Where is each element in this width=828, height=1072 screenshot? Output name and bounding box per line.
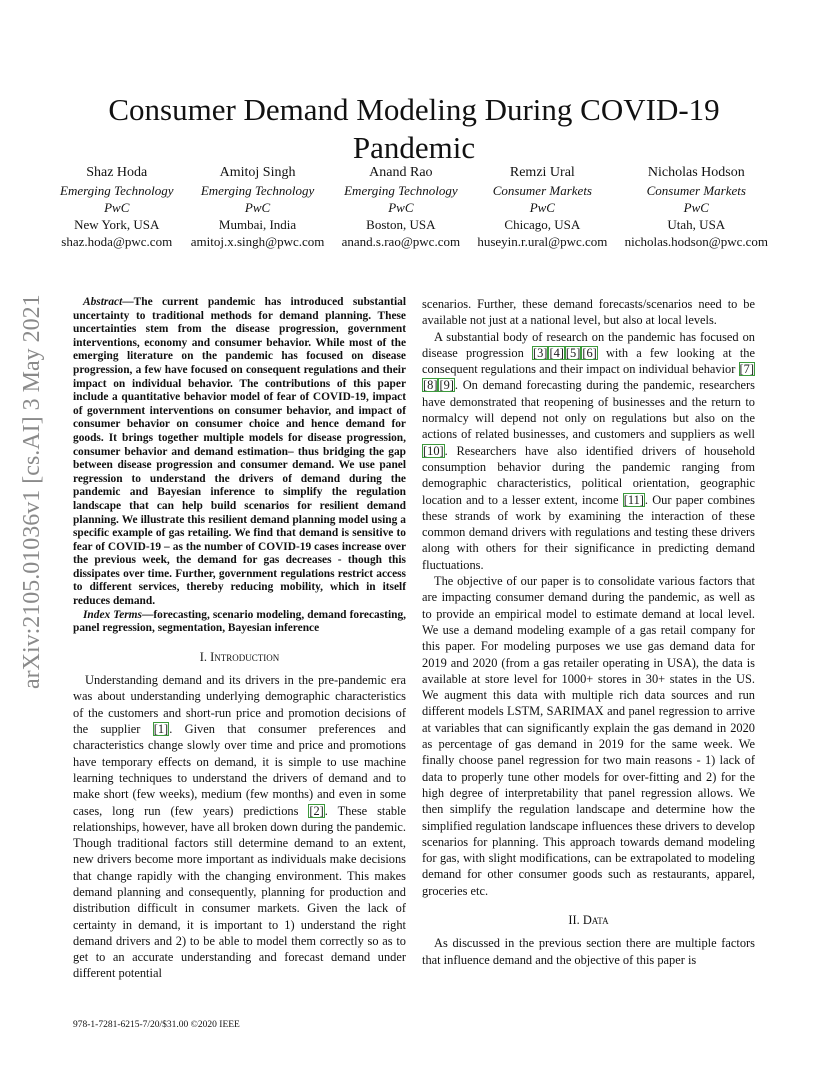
paragraph-text: . On demand forecasting during the pandemic, researchers have demonstrated that reopening of businesses and the return to normalcy will depend not only on regulations but also on the actions of related businesses, and customers and suppliers as well	[422, 378, 755, 442]
intro-paragraph	[73, 672, 406, 982]
author	[342, 163, 460, 250]
paragraph-text: with a few looking at the consequent regulations and their impact on individual behavior	[422, 345, 755, 377]
author-location: Boston, USA	[366, 217, 436, 232]
author-name: Remzi Ural	[509, 165, 575, 180]
author-name: Shaz Hoda	[86, 165, 148, 180]
paragraph: scenarios. Further, these demand forecasts/scenarios need to be available not just at a national level, but also at local levels.	[422, 297, 755, 328]
paragraph: As discussed in the previous section there are multiple factors that influence demand and the objective of this paper is	[422, 936, 755, 967]
paragraph	[422, 329, 755, 573]
paragraph-text: . Researchers have also identified drivers of household consumption behavior during the pandemic ranging from demographic characteristics, political orientation, geographic location and to a lesser extent, income	[422, 443, 755, 507]
author-location: Utah, USA	[667, 217, 726, 232]
citation-link[interactable]: [7]	[739, 362, 754, 377]
section-heading	[73, 649, 406, 665]
paragraph: The objective of our paper is to consolidate various factors that are impacting consumer demand during the pandemic, as well as to provide an empirical model to estimate demand at local level. We use a demand modeling example of a gas retail company for this paper. For modeling purposes we use gas demand data for 2019 and 2020 (from a gas retailer operating in USA), the data is available at store level for 1000+ stores in 30+ states in the US. We augment this data with multiple rich data sources and run different models LSTM, SARIMAX and panel regression to arrive at variables that can significantly explain the gas demand in 2020 as percentage of gas demand in 2019 for the same week. We finally choose panel regression for two main reasons - 1) lack of data to properly tune other models for over-fitting and 2) for the high degree of interpretability that panel regression allows. We then simplify the regulation landscape and determine how the simplified regulation landscape influences these drivers to develop scenarios for planning. This approach towards demand modeling for gas, with slight modifications, can be extrapolated to modeling demand for other consumer goods such as restaurants, apparel, groceries etc.	[422, 574, 755, 898]
author-name: Nicholas Hodson	[647, 165, 745, 180]
citation-link[interactable]: [11]	[623, 492, 644, 507]
index-terms	[73, 609, 406, 636]
citation-link[interactable]: [8]	[423, 378, 438, 393]
citation-link[interactable]: [6]	[582, 345, 597, 360]
paper-title: Consumer Demand Modeling During COVID-19 Pandemic	[108, 91, 720, 165]
section-number: II.	[568, 912, 580, 927]
author-dept: Consumer Markets	[492, 183, 592, 198]
author-org: PwC	[683, 200, 709, 215]
abstract-text: —The current pandemic has introduced substantial uncertainty to traditional methods for demand planning. These uncertainties stem from the disease progression, government interventions, economy and consumer behavior. While most of the emerging literature on the pandemic has focused on disease progression, a few have focused on consequent regulations and their impact on individual behavior. The contributions of this paper include a quantitative behavior model of fear of COVID-19, impact of government interventions on consumer behavior, and impact of consumer behavior on consumer choice and hence demand for goods. It brings together multiple models for disease progression, consumer behavior and demand estimation– thus bridging the gap between disease progression and consumer demand. We use panel regression to understand the drivers of demand during the pandemic and Bayesian inference to simplify the regulation landscape that can help build scenarios for resilient demand planning. We illustrate this resilient demand planning model using a specific example of gas retailing. We find that demand is sensitive to fear of COVID-19 – as the number of COVID-19 cases increase over the previous week, the demand for gas decreases - though this dissipates over time. Further, government regulations restrict access to different services, thereby reducing mobility, which in itself reduces demand.	[73, 296, 406, 608]
author-org: PwC	[529, 200, 555, 215]
author-org: PwC	[388, 200, 414, 215]
paragraph-text: . Given that consumer preferences and characteristics change slowly over time and price and promotions have temporary effects on demand, it is simple to use machine learning techniques to understand the drivers of demand and to make short (few weeks), medium (few months) and even in some cases, long run (few years) predictions	[73, 722, 406, 818]
index-terms-text: —forecasting, scenario modeling, demand forecasting, panel regression, segmentation, Bayesian inference	[73, 608, 406, 635]
citation-link[interactable]: [4]	[549, 345, 564, 360]
author	[60, 163, 174, 250]
author-email[interactable]: anand.s.rao@pwc.com	[341, 234, 461, 249]
citation-link[interactable]: [1]	[153, 722, 169, 737]
author	[625, 163, 768, 250]
arxiv-stamp: arXiv:2105.01036v1 [cs.AI] 3 May 2021	[19, 294, 45, 690]
paragraph-text: Understanding demand and its drivers in the pre-pandemic era was about understanding underlying demographic characteristics of the customers and short-run price and promotion decisions of the supplier	[73, 673, 406, 737]
right-column	[422, 296, 755, 968]
abstract	[73, 296, 406, 609]
section-number: I.	[199, 649, 207, 664]
author-location: Mumbai, India	[218, 217, 297, 232]
author-name: Amitoj Singh	[219, 165, 296, 180]
author-location: New York, USA	[74, 217, 160, 232]
author-org: PwC	[104, 200, 130, 215]
author	[191, 163, 325, 250]
author-dept: Emerging Technology	[200, 183, 315, 198]
citation-link[interactable]: [9]	[439, 378, 454, 393]
left-column	[73, 296, 406, 982]
author-email[interactable]: shaz.hoda@pwc.com	[61, 234, 173, 249]
author-org: PwC	[244, 200, 271, 215]
author-name: Anand Rao	[369, 165, 433, 180]
citation-link[interactable]: [2]	[309, 803, 324, 818]
paragraph-text: . Our paper combines these strands of work by examining the interaction of these common demand drivers with regulations and testing these drivers along with others for their significance in predicting demand fluctuations.	[422, 492, 755, 572]
citation-link[interactable]: [3]	[532, 345, 548, 360]
author-location: Chicago, USA	[504, 217, 581, 232]
author-dept: Consumer Markets	[646, 183, 746, 198]
author-block	[60, 163, 768, 250]
author-email[interactable]: amitoj.x.singh@pwc.com	[190, 234, 325, 249]
abstract-lead: Abstract	[83, 296, 123, 308]
section-title: Introduction	[210, 649, 280, 664]
section-heading	[422, 912, 755, 928]
author	[477, 163, 607, 250]
paragraph-text: . These stable relationships, however, have all broken down during the pandemic. Though traditional factors still determine demand to an extent, new drivers become more important as individuals make decisions that change rapidly with the changing environment. This makes demand planning and consequently, planning for production and distribution difficult in consumer markets. Given the lack of certainty in demand, it is important to 1) understand the right demand drivers and 2) to be able to model them correctly so as to get to an accurate understanding and forecast demand under different potential	[73, 803, 406, 981]
citation-link[interactable]: [5]	[565, 345, 581, 360]
paragraph-text: A substantial body of research on the pandemic has focused on disease progression	[422, 329, 755, 360]
author-dept: Emerging Technology	[344, 183, 458, 198]
citation-link[interactable]: [10]	[423, 443, 444, 458]
author-email[interactable]: nicholas.hodson@pwc.com	[624, 234, 768, 249]
section-title: Data	[582, 912, 609, 927]
author-email[interactable]: huseyin.r.ural@pwc.com	[477, 234, 608, 249]
copyright-footer: 978-1-7281-6215-7/20/$31.00 ©2020 IEEE	[73, 1020, 240, 1030]
index-terms-lead: Index Terms	[83, 608, 142, 621]
author-dept: Emerging Technology	[60, 183, 174, 198]
